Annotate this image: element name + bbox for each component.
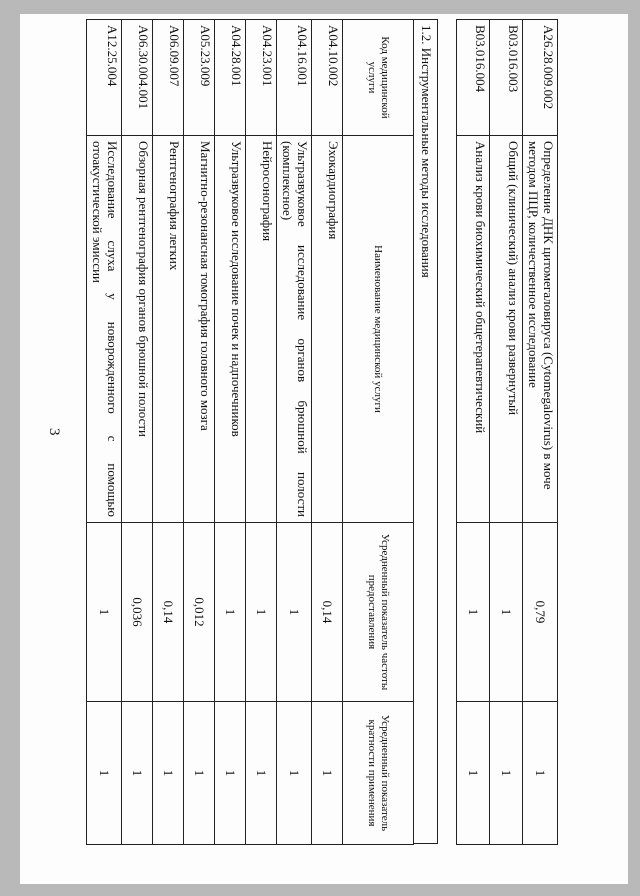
multiplicity-value: 1 (87, 702, 122, 845)
service-code: A06.30.004.001 (122, 20, 153, 136)
service-name: Ультразвуковое исследование почек и надпочечников (215, 136, 246, 523)
frequency-value: 1 (215, 523, 246, 702)
service-code: A04.10.002 (312, 20, 343, 136)
service-code: B03.016.004 (457, 20, 490, 136)
table-row (87, 20, 122, 845)
multiplicity-value: 1 (184, 702, 215, 845)
frequency-value: 1 (457, 523, 490, 702)
section-title: 1.2. Инструментальные методы исследования (414, 19, 438, 844)
service-code: B03.016.003 (490, 20, 523, 136)
frequency-value: 1 (246, 523, 277, 702)
table-row (312, 20, 343, 845)
frequency-value: 0,79 (523, 523, 558, 702)
document-page (20, 14, 628, 884)
service-name: Анализ крови биохимический общетерапевтический (457, 136, 490, 523)
instrumental-methods-table (86, 19, 414, 845)
table-header-row (343, 20, 414, 845)
frequency-value: 1 (490, 523, 523, 702)
table-row (122, 20, 153, 845)
service-code: A04.16.001 (277, 20, 312, 136)
service-name: Магнитно-резонансная томография головного мозга (184, 136, 215, 523)
multiplicity-value: 1 (312, 702, 343, 845)
table-row (215, 20, 246, 845)
table-row (184, 20, 215, 845)
multiplicity-value: 1 (523, 702, 558, 845)
service-code: A06.09.007 (153, 20, 184, 136)
services-table-continued (456, 19, 558, 845)
table-row (523, 20, 558, 845)
page-number: 3 (46, 428, 62, 436)
service-name: Определение ДНК цитомегаловируса (Cytomegalovirus) в моче методом ПЦР, количественное исследование (523, 136, 558, 523)
service-name: Исследование слуха у новорожденного с помощью отоакустической эмиссии (87, 136, 122, 523)
table-row (490, 20, 523, 845)
table-row (246, 20, 277, 845)
multiplicity-value: 1 (246, 702, 277, 845)
table-row (457, 20, 490, 845)
service-name: Общий (клинический) анализ крови развернутый (490, 136, 523, 523)
service-name: Ультразвуковое исследование органов брюшной полости (комплексное) (277, 136, 312, 523)
multiplicity-value: 1 (490, 702, 523, 845)
service-name: Нейросонография (246, 136, 277, 523)
multiplicity-value: 1 (215, 702, 246, 845)
multiplicity-value: 1 (277, 702, 312, 845)
table-row (153, 20, 184, 845)
header-name: Наименование медицинской услуги (343, 136, 414, 523)
frequency-value: 1 (277, 523, 312, 702)
service-code: A05.23.009 (184, 20, 215, 136)
frequency-value: 1 (87, 523, 122, 702)
multiplicity-value: 1 (153, 702, 184, 845)
service-code: A12.25.004 (87, 20, 122, 136)
rotated-content (90, 19, 618, 864)
service-name: Эхокардиография (312, 136, 343, 523)
header-code: Код медицинской услуги (343, 20, 414, 136)
frequency-value: 0,012 (184, 523, 215, 702)
service-code: A04.23.001 (246, 20, 277, 136)
header-frequency: Усредненный показатель частоты предоставления (343, 523, 414, 702)
service-code: A26.28.009.002 (523, 20, 558, 136)
service-name: Обзорная рентгенография органов брюшной полости (122, 136, 153, 523)
service-name: Рентгенография легких (153, 136, 184, 523)
multiplicity-value: 1 (457, 702, 490, 845)
table-row (277, 20, 312, 845)
header-multiplicity: Усредненный показатель кратности применения (343, 702, 414, 845)
frequency-value: 0,14 (153, 523, 184, 702)
frequency-value: 0,036 (122, 523, 153, 702)
service-code: A04.28.001 (215, 20, 246, 136)
frequency-value: 0,14 (312, 523, 343, 702)
multiplicity-value: 1 (122, 702, 153, 845)
